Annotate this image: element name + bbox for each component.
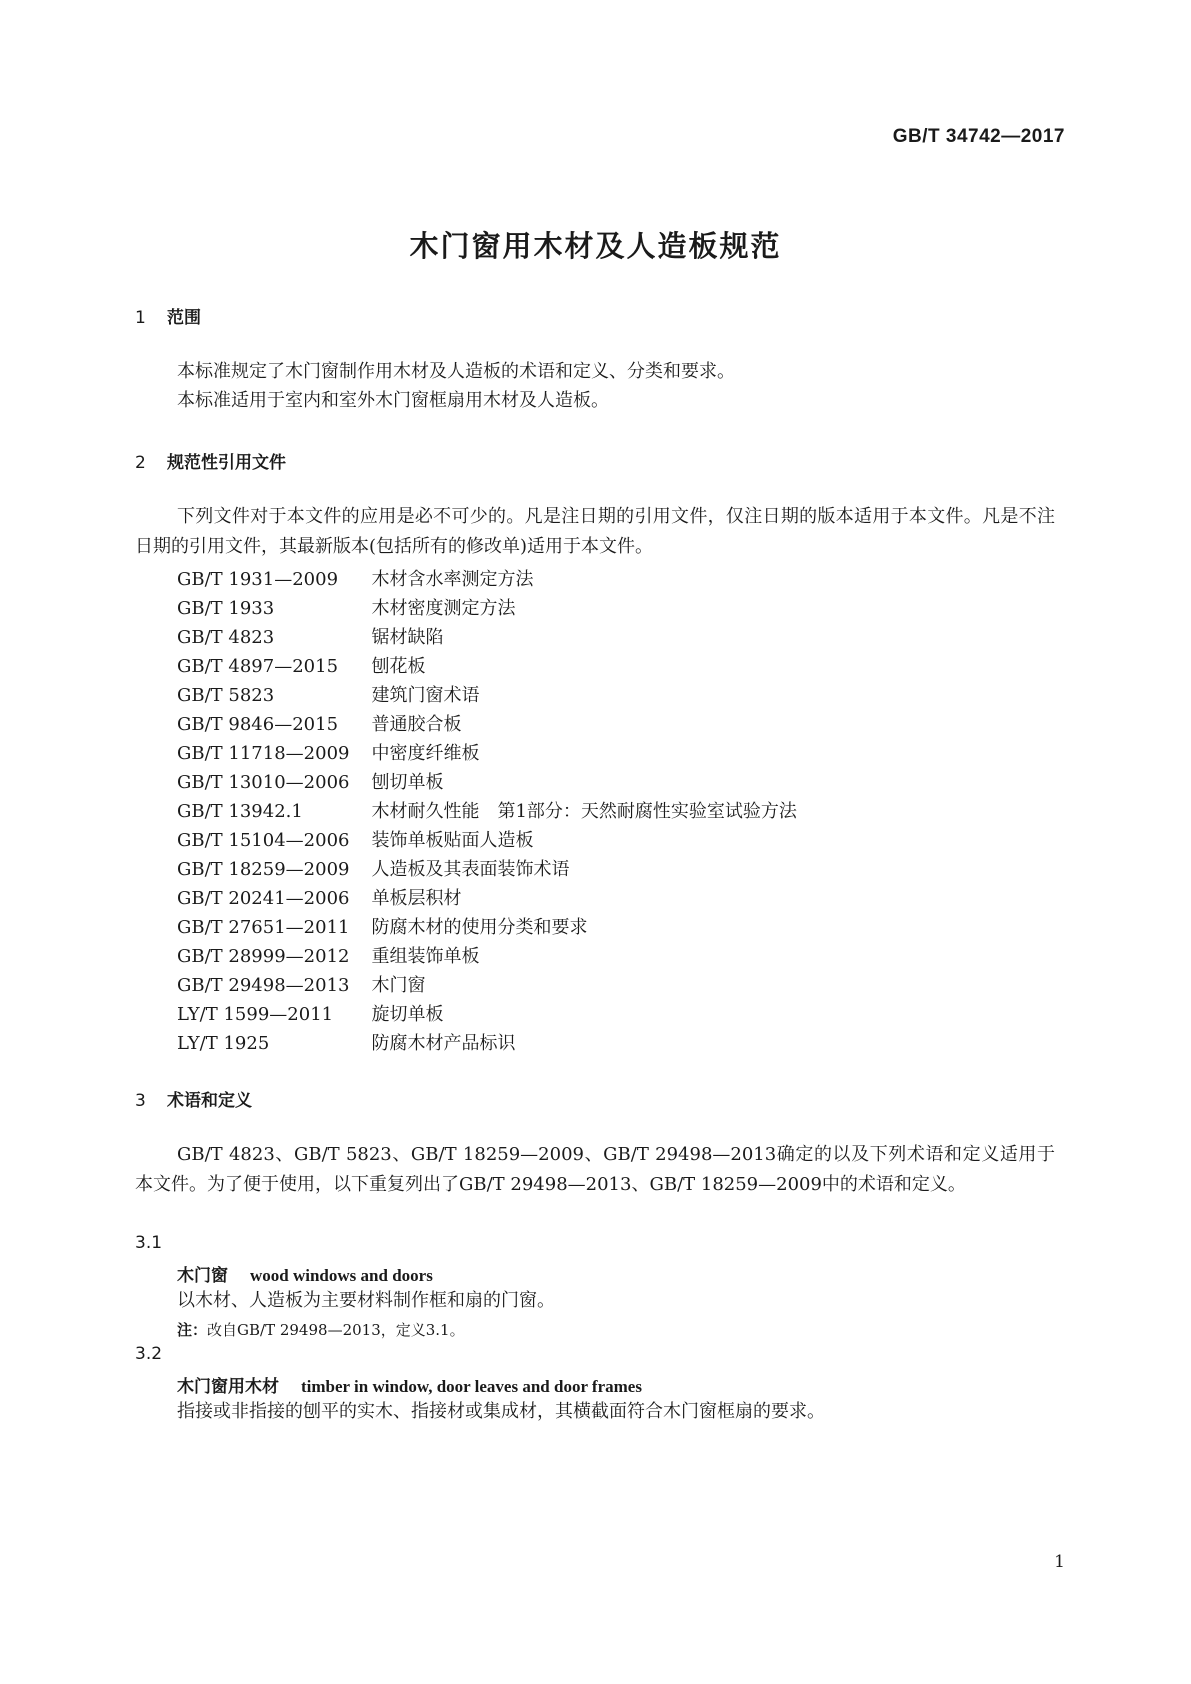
page-number: 1 <box>1054 1552 1065 1572</box>
reference-title: 刨切单板 <box>371 772 444 793</box>
reference-code: LY/T 1925 <box>177 1033 270 1054</box>
clause-number: 3.2 <box>135 1344 163 1364</box>
term-en: wood windows and doors <box>250 1266 433 1285</box>
reference-item <box>177 971 425 997</box>
reference-title: 普通胶合板 <box>371 714 462 735</box>
reference-code: GB/T 15104—2006 <box>177 830 350 851</box>
reference-code: GB/T 4897—2015 <box>177 656 339 677</box>
reference-item <box>177 942 479 968</box>
reference-item <box>177 565 533 591</box>
term-heading <box>177 1261 433 1286</box>
reference-item <box>177 739 479 765</box>
reference-title: 建筑门窗术语 <box>371 685 480 706</box>
standard-code: GB/T 34742—2017 <box>892 126 1065 147</box>
reference-title: 木门窗 <box>371 975 426 996</box>
scope-paragraph-2: 本标准适用于室内和室外木门窗框扇用木材及人造板。 <box>177 390 609 411</box>
reference-item <box>177 855 569 881</box>
section-title: 规范性引用文件 <box>167 453 286 473</box>
reference-title: 人造板及其表面装饰术语 <box>371 859 570 880</box>
terms-intro: GB/T 4823、GB/T 5823、GB/T 18259—2009、GB/T 29498—2013确定的以及下列术语和定义适用于本文件。为了便于使用，以下重复列出了GB/T 29498—2013、GB/T 18259—2009中的术语和定义。 <box>135 1144 1055 1195</box>
note-text: 改自GB/T 29498—2013，定义3.1。 <box>207 1321 465 1339</box>
reference-title: 重组装饰单板 <box>371 946 480 967</box>
reference-item <box>177 913 587 939</box>
term-note <box>177 1319 465 1340</box>
reference-code: GB/T 1933 <box>177 598 275 619</box>
term-definition: 以木材、人造板为主要材料制作框和扇的门窗。 <box>177 1290 555 1311</box>
note-label: 注： <box>177 1321 208 1339</box>
reference-code: GB/T 5823 <box>177 685 275 706</box>
reference-item <box>177 652 425 678</box>
reference-title: 木材含水率测定方法 <box>371 569 534 590</box>
document-title: 木门窗用木材及人造板规范 <box>409 229 782 263</box>
term-en: timber in window, door leaves and door frames <box>301 1377 642 1396</box>
reference-code: GB/T 20241—2006 <box>177 888 350 909</box>
reference-title: 木材密度测定方法 <box>371 598 516 619</box>
reference-code: GB/T 4823 <box>177 627 275 648</box>
reference-code: GB/T 9846—2015 <box>177 714 339 735</box>
section-title: 范围 <box>167 308 201 328</box>
reference-title: 防腐木材的使用分类和要求 <box>371 917 588 938</box>
reference-code: GB/T 28999—2012 <box>177 946 350 967</box>
reference-item <box>177 768 443 794</box>
reference-code: LY/T 1599—2011 <box>177 1004 334 1025</box>
reference-title: 刨花板 <box>371 656 426 677</box>
clause-number: 3.1 <box>135 1233 163 1253</box>
section-number: 1 <box>135 308 146 328</box>
reference-code: GB/T 13942.1 <box>177 801 303 822</box>
reference-code: GB/T 13010—2006 <box>177 772 350 793</box>
reference-title: 旋切单板 <box>371 1004 444 1025</box>
reference-item <box>177 594 515 620</box>
term-zh: 木门窗 <box>177 1266 228 1286</box>
reference-code: GB/T 29498—2013 <box>177 975 350 996</box>
section-number: 3 <box>135 1091 146 1111</box>
reference-item <box>177 623 443 649</box>
section-title: 术语和定义 <box>167 1091 252 1111</box>
reference-item <box>177 884 461 910</box>
reference-title: 装饰单板贴面人造板 <box>371 830 534 851</box>
reference-title: 木材耐久性能 第1部分：天然耐腐性实验室试验方法 <box>371 801 797 822</box>
reference-title: 防腐木材产品标识 <box>371 1033 516 1054</box>
term-zh: 木门窗用木材 <box>177 1377 279 1397</box>
reference-item <box>177 1000 443 1026</box>
section-2-heading <box>135 448 286 473</box>
reference-item <box>177 710 461 736</box>
reference-code: GB/T 1931—2009 <box>177 569 339 590</box>
term-definition: 指接或非指接的刨平的实木、指接材或集成材，其横截面符合木门窗框扇的要求。 <box>177 1401 825 1422</box>
reference-code: GB/T 11718—2009 <box>177 743 350 764</box>
scope-paragraph-1: 本标准规定了木门窗制作用木材及人造板的术语和定义、分类和要求。 <box>177 361 735 382</box>
reference-title: 中密度纤维板 <box>371 743 480 764</box>
reference-item <box>177 1029 515 1055</box>
section-3-heading <box>135 1086 252 1111</box>
section-1-heading <box>135 303 201 328</box>
reference-item <box>177 797 797 823</box>
reference-title: 锯材缺陷 <box>371 627 444 648</box>
reference-item <box>177 681 479 707</box>
reference-item <box>177 826 533 852</box>
term-heading <box>177 1372 642 1397</box>
reference-code: GB/T 18259—2009 <box>177 859 350 880</box>
references-intro: 下列文件对于本文件的应用是必不可少的。凡是注日期的引用文件，仅注日期的版本适用于本文件。凡是不注日期的引用文件，其最新版本(包括所有的修改单)适用于本文件。 <box>135 506 1055 557</box>
reference-title: 单板层积材 <box>371 888 462 909</box>
reference-code: GB/T 27651—2011 <box>177 917 350 938</box>
section-number: 2 <box>135 453 146 473</box>
